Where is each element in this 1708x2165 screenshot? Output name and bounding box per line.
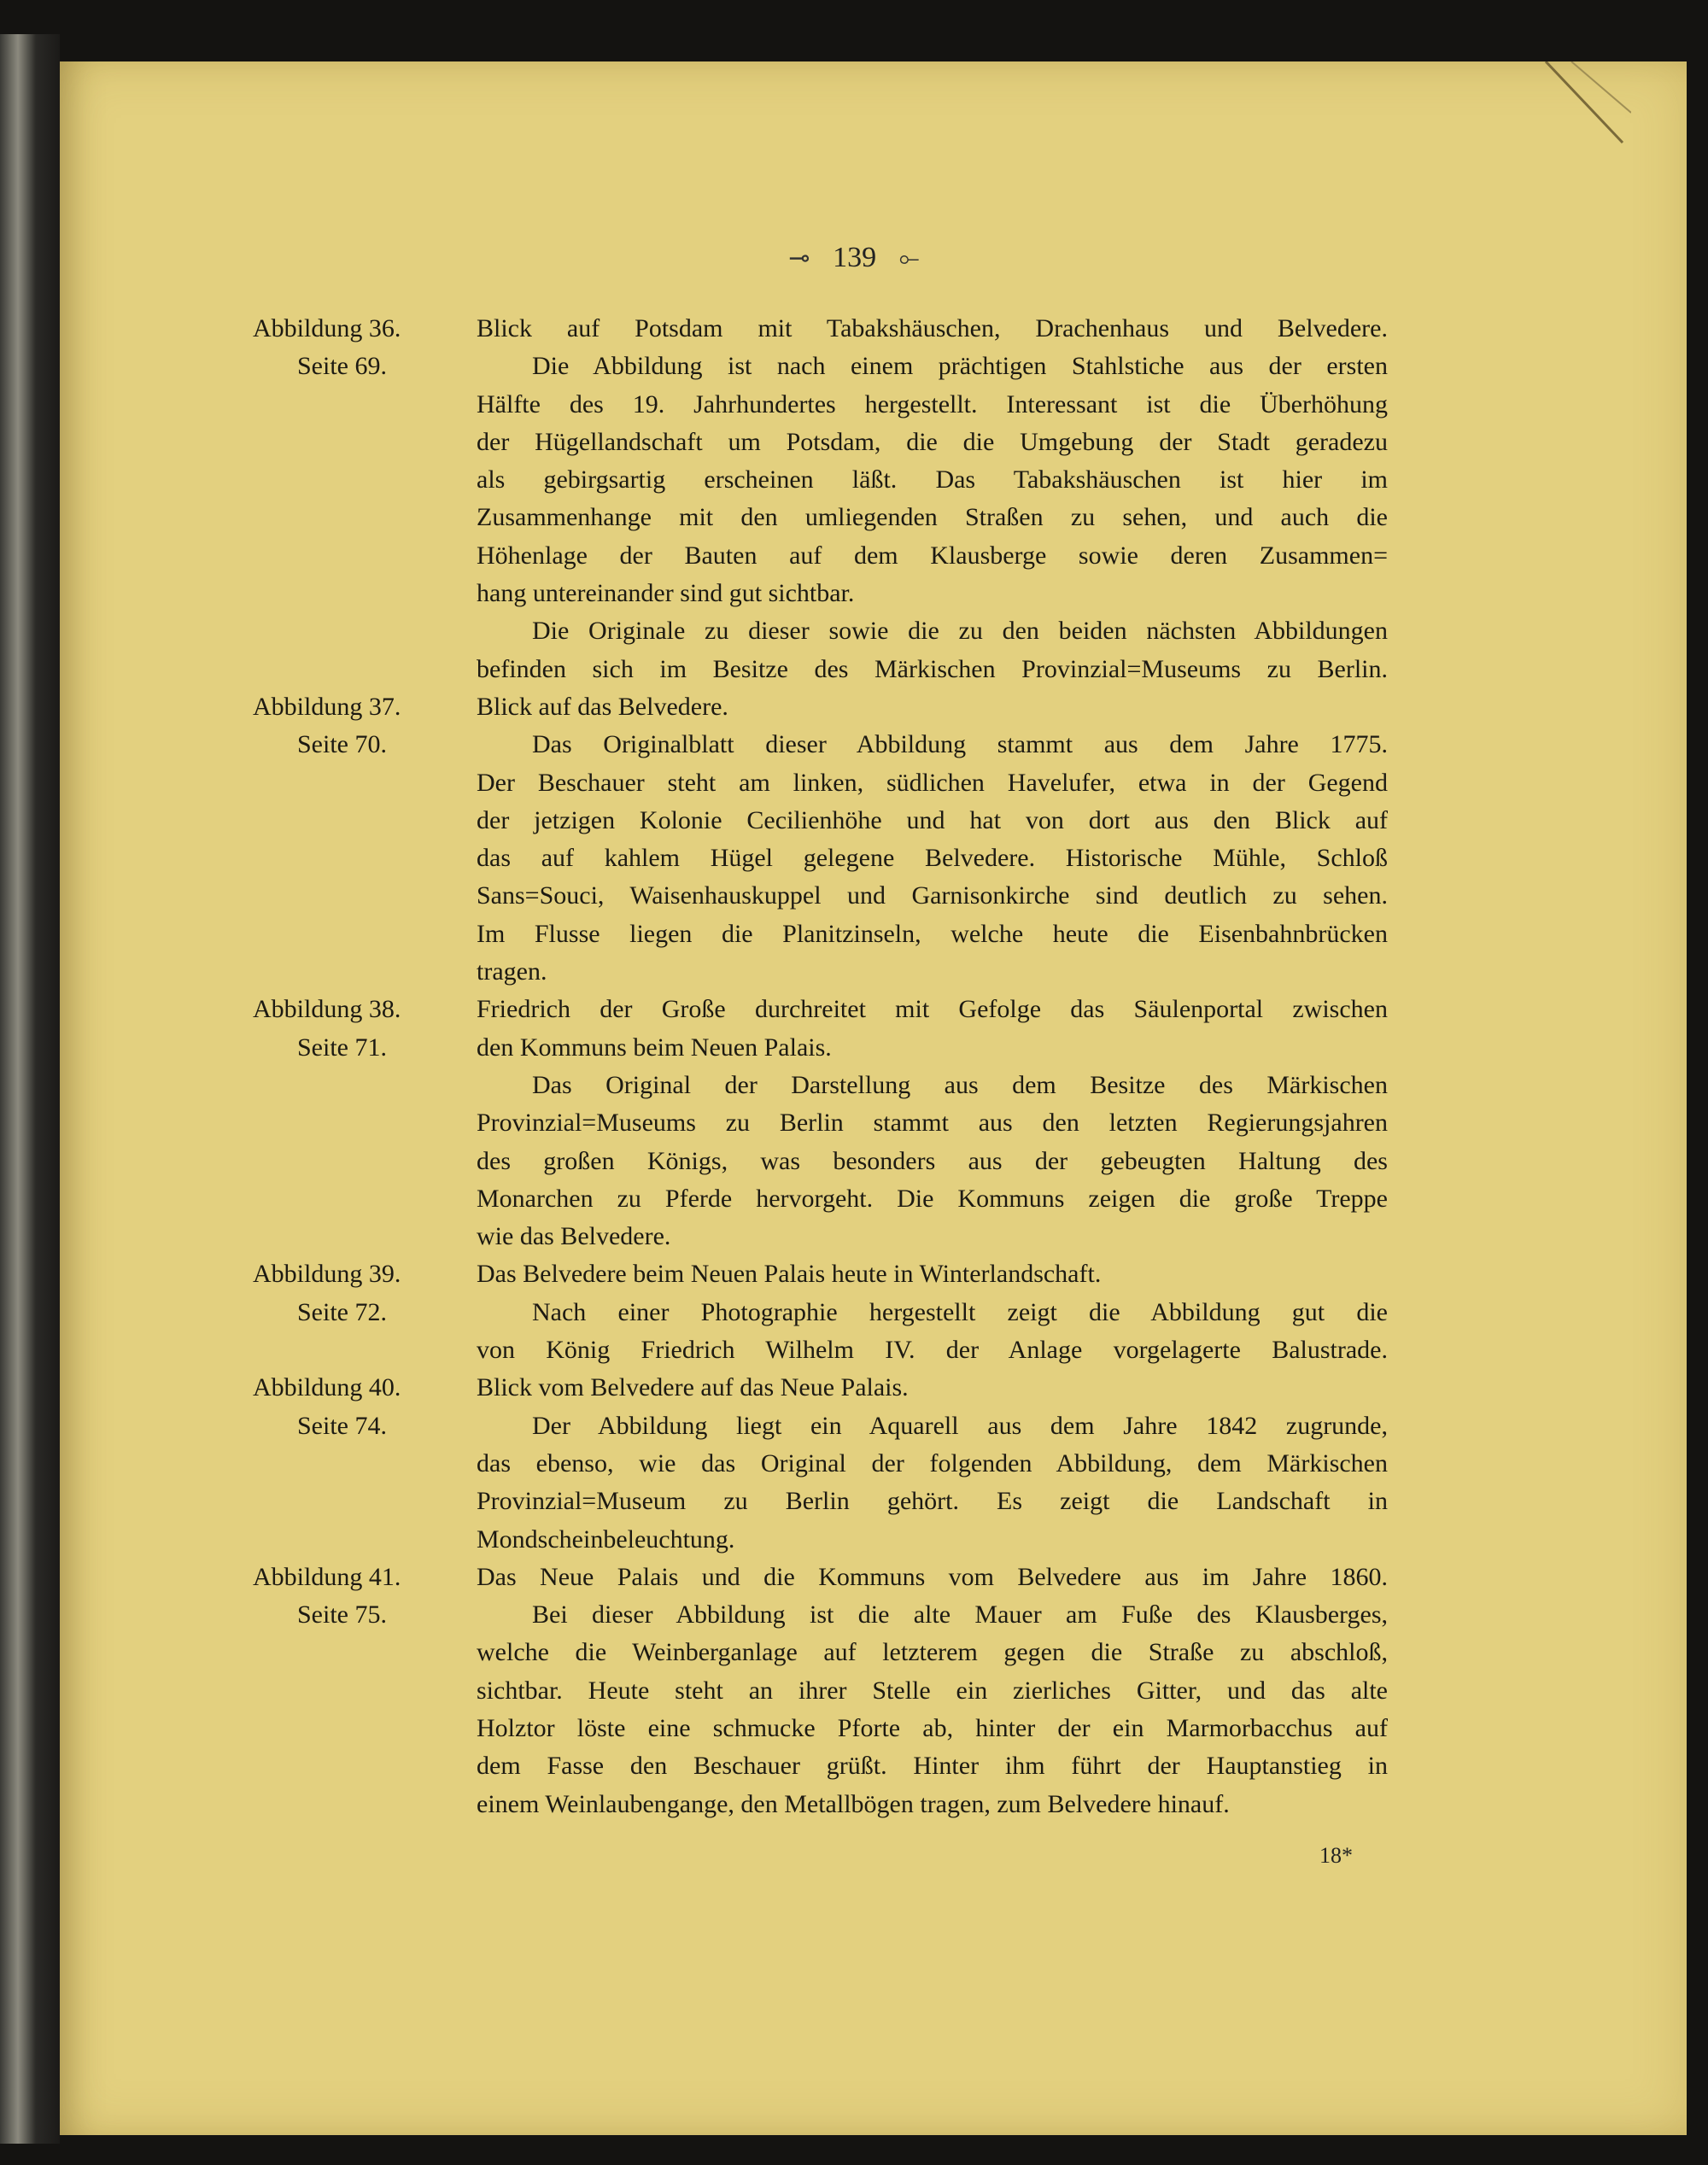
body-text: Die Originale zu dieser sowie die zu den beiden nächsten Abbildungen <box>532 617 1388 646</box>
text-line <box>0 991 1708 1028</box>
text-line <box>0 1483 1708 1520</box>
body-text: des großen Königs, was besonders aus der gebeugten Haltung des <box>477 1146 1388 1175</box>
text-line <box>0 802 1708 840</box>
body-text: Holztor löste eine schmucke Pforte ab, hinter der ein Marmorbacchus auf <box>477 1713 1388 1742</box>
text-line <box>0 953 1708 991</box>
body-text: Das Belvedere beim Neuen Palais heute in Winterlandschaft. <box>477 1260 1102 1289</box>
page-reference: Seite 72. <box>297 1297 387 1326</box>
text-line <box>0 1521 1708 1559</box>
text-line <box>0 1559 1708 1596</box>
text-line <box>0 537 1708 575</box>
text-line <box>0 1294 1708 1331</box>
body-text: welche die Weinberganlage auf letzterem gegen die Straße zu abschloß, <box>477 1638 1388 1667</box>
body-text: befinden sich im Besitze des Märkischen Provinzial=Museums zu Berlin. <box>477 654 1388 683</box>
ornament-left-icon: ⊸ <box>788 244 810 272</box>
figure-label: Abbildung 41. <box>253 1562 401 1591</box>
body-text: Hälfte des 19. Jahrhundertes hergestellt. Interessant ist die Überhöhung <box>477 389 1388 418</box>
text-line <box>0 1067 1708 1104</box>
body-text: Nach einer Photographie hergestellt zeigt die Abbildung gut die <box>532 1297 1388 1326</box>
page-reference: Seite 75. <box>297 1600 387 1630</box>
text-line <box>0 1218 1708 1255</box>
text-line <box>0 386 1708 424</box>
text-line <box>0 1672 1708 1710</box>
body-text: Mondscheinbeleuchtung. <box>477 1524 735 1554</box>
page-number: 139 <box>833 242 877 273</box>
text-line <box>0 1710 1708 1747</box>
body-text: Das Original der Darstellung aus dem Besitze des Märkischen <box>532 1070 1388 1099</box>
text-line <box>0 688 1708 726</box>
text-line <box>0 499 1708 536</box>
figure-label: Abbildung 37. <box>253 692 401 721</box>
text-line <box>0 1747 1708 1785</box>
text-line <box>0 1634 1708 1671</box>
text-line <box>0 1596 1708 1634</box>
page-header <box>0 242 1708 274</box>
body-text: Das Neue Palais und die Kommuns vom Belvedere aus im Jahre 1860. <box>477 1562 1388 1591</box>
text-line <box>0 916 1708 953</box>
text-line <box>0 1786 1708 1823</box>
text-line <box>0 612 1708 650</box>
text-line <box>0 1029 1708 1067</box>
body-text: das ebenso, wie das Original der folgenden Abbildung, dem Märkischen <box>477 1448 1388 1477</box>
text-line <box>0 877 1708 915</box>
signature-mark: 18* <box>1319 1843 1353 1868</box>
body-text: Im Flusse liegen die Planitzinseln, welche heute die Eisenbahnbrücken <box>477 919 1388 948</box>
body-text: wie das Belvedere. <box>477 1222 671 1251</box>
body-text: Monarchen zu Pferde hervorgeht. Die Kommuns zeigen die große Treppe <box>477 1184 1388 1213</box>
figure-label: Abbildung 39. <box>253 1260 401 1289</box>
body-text: Provinzial=Museum zu Berlin gehört. Es zeigt die Landschaft in <box>477 1487 1388 1516</box>
text-line <box>0 1445 1708 1483</box>
text-line <box>0 424 1708 461</box>
body-text: hang untereinander sind gut sichtbar. <box>477 579 855 608</box>
body-text: Der Beschauer steht am linken, südlichen Havelufer, etwa in der Gegend <box>477 768 1388 797</box>
body-text: Blick auf das Belvedere. <box>477 692 728 721</box>
text-line <box>0 764 1708 802</box>
body-text: das auf kahlem Hügel gelegene Belvedere. Historische Mühle, Schloß <box>477 844 1388 873</box>
body-text: einem Weinlaubengange, den Metallbögen tragen, zum Belvedere hinauf. <box>477 1789 1230 1818</box>
text-line <box>0 1143 1708 1180</box>
body-text: Friedrich der Große durchreitet mit Gefolge das Säulenportal zwischen <box>477 995 1388 1024</box>
text-line <box>0 348 1708 385</box>
body-text: Die Abbildung ist nach einem prächtigen Stahlstiche aus der ersten <box>532 352 1388 381</box>
body-text: Sans=Souci, Waisenhauskuppel und Garnisonkirche sind deutlich zu sehen. <box>477 881 1388 910</box>
body-text: sichtbar. Heute steht an ihrer Stelle ein zierliches Gitter, und das alte <box>477 1676 1388 1705</box>
text-line <box>0 1104 1708 1142</box>
figure-label: Abbildung 38. <box>253 995 401 1024</box>
body-text: Bei dieser Abbildung ist die alte Mauer am Fuße des Klausberges, <box>532 1600 1388 1630</box>
page-reference: Seite 71. <box>297 1033 387 1062</box>
body-text: der jetzigen Kolonie Cecilienhöhe und hat von dort aus den Blick auf <box>477 805 1388 834</box>
body-text: Das Originalblatt dieser Abbildung stammt aus dem Jahre 1775. <box>532 730 1388 759</box>
text-line <box>0 651 1708 688</box>
body-text: Zusammenhange mit den umliegenden Straßen zu sehen, und auch die <box>477 503 1388 532</box>
body-text: Höhenlage der Bauten auf dem Klausberge sowie deren Zusammen= <box>477 541 1388 570</box>
text-line <box>0 310 1708 348</box>
text-line <box>0 1407 1708 1445</box>
text-line <box>0 1369 1708 1407</box>
text-line <box>0 1180 1708 1218</box>
figure-descriptions <box>0 310 1708 1823</box>
page-reference: Seite 70. <box>297 730 387 759</box>
ornament-right-icon: ⟜ <box>898 244 920 272</box>
figure-label: Abbildung 36. <box>253 314 401 342</box>
body-text: den Kommuns beim Neuen Palais. <box>477 1033 832 1062</box>
page-reference: Seite 74. <box>297 1411 387 1440</box>
text-line <box>0 575 1708 612</box>
text-line <box>0 840 1708 877</box>
text-line <box>0 1255 1708 1293</box>
figure-label: Abbildung 40. <box>253 1373 401 1402</box>
body-text: tragen. <box>477 957 547 986</box>
body-text: Der Abbildung liegt ein Aquarell aus dem Jahre 1842 zugrunde, <box>532 1411 1388 1440</box>
body-text: von König Friedrich Wilhelm IV. der Anlage vorgelagerte Balustrade. <box>477 1336 1388 1365</box>
body-text: Provinzial=Museums zu Berlin stammt aus den letzten Regierungsjahren <box>477 1109 1388 1138</box>
body-text: dem Fasse den Beschauer grüßt. Hinter ihm führt der Hauptanstieg in <box>477 1752 1388 1781</box>
text-line <box>0 726 1708 764</box>
text-line <box>0 1331 1708 1369</box>
body-text: Blick vom Belvedere auf das Neue Palais. <box>477 1373 909 1402</box>
body-text: der Hügellandschaft um Potsdam, die die Umgebung der Stadt geradezu <box>477 427 1388 456</box>
page-reference: Seite 69. <box>297 352 387 381</box>
page-corner-fold-mark <box>1537 61 1631 147</box>
text-line <box>0 461 1708 499</box>
body-text: als gebirgsartig erscheinen läßt. Das Tabakshäuschen ist hier im <box>477 465 1388 494</box>
body-text: Blick auf Potsdam mit Tabakshäuschen, Drachenhaus und Belvedere. <box>477 314 1388 342</box>
